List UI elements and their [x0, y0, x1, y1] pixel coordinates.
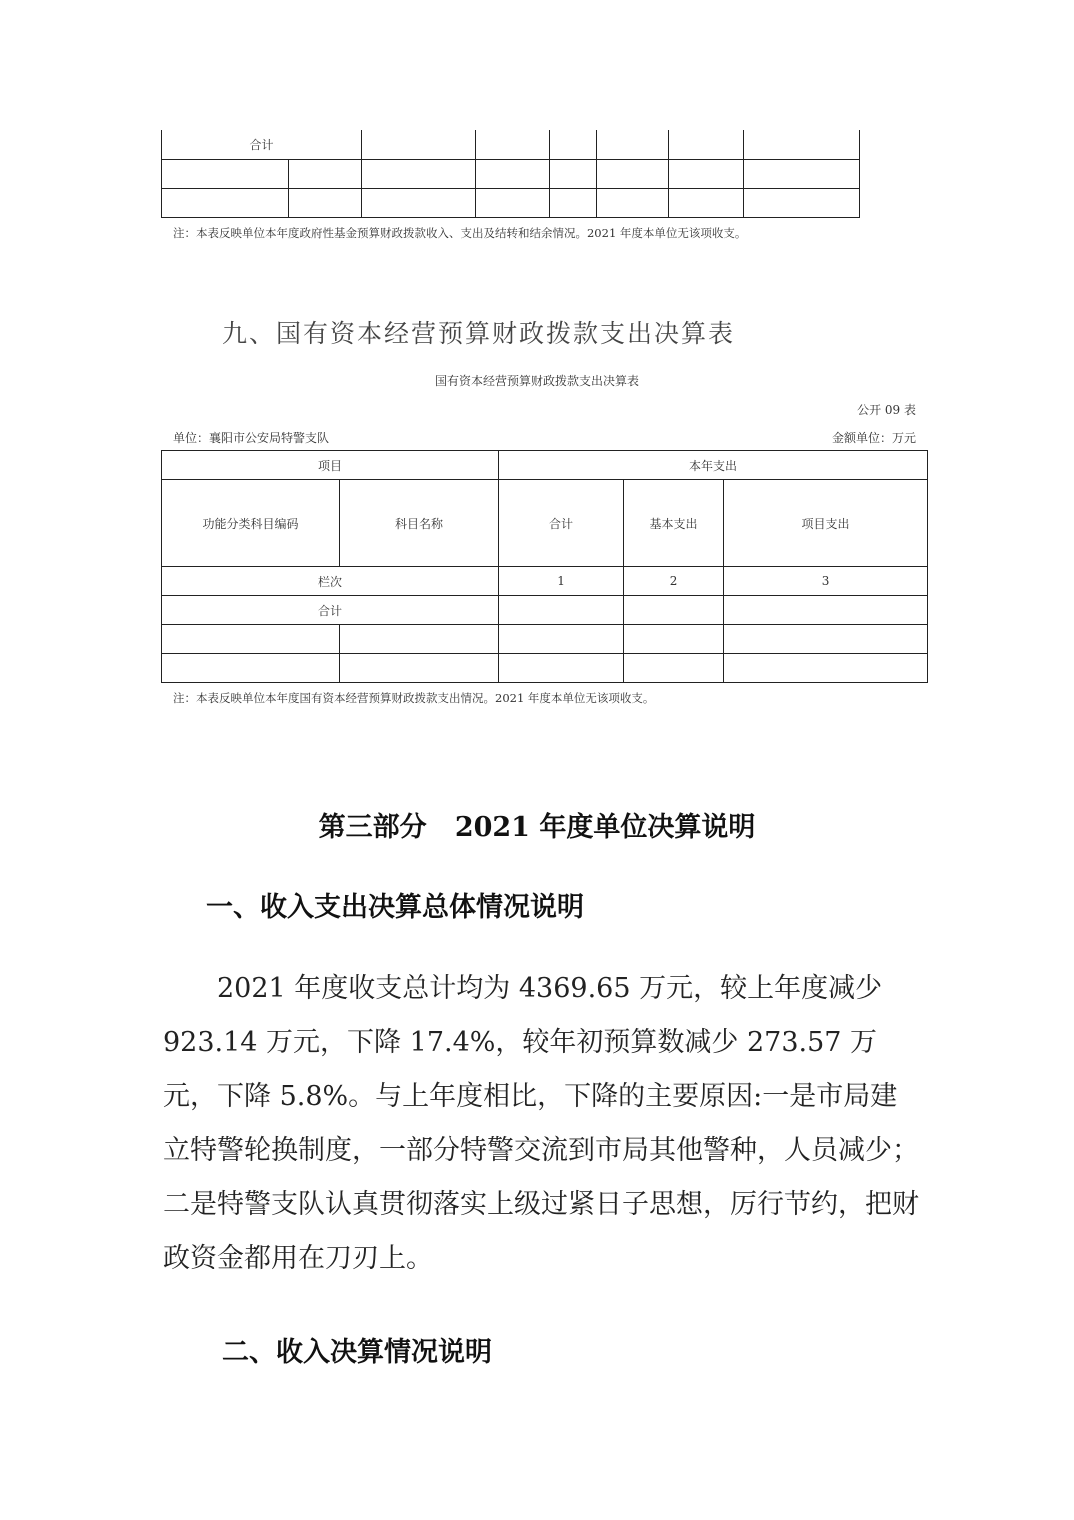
table-code: 公开 09 表 [857, 403, 916, 417]
col-total: 合计 [499, 480, 624, 567]
col-code: 功能分类科目编码 [162, 480, 340, 567]
heading-1: 一、收入支出决算总体情况说明 [206, 892, 584, 923]
col-name: 科目名称 [340, 480, 499, 567]
table-row [162, 159, 860, 188]
table-row [162, 567, 928, 596]
table-row [162, 130, 860, 159]
row-total-label: 合计 [162, 596, 499, 625]
table-header-row [162, 480, 928, 567]
table-row [162, 596, 928, 625]
table-row [162, 625, 928, 654]
table-header-row [162, 451, 928, 480]
col-basic: 基本支出 [624, 480, 724, 567]
header-item: 项目 [162, 451, 499, 480]
header-expense: 本年支出 [499, 451, 928, 480]
table9 [161, 450, 928, 683]
part-title: 第三部分 2021 年度单位决算说明 [318, 812, 756, 843]
paragraph: 2021 年度收支总计均为 4369.65 万元，较上年度减少 923.14 万元，下降 17.4%，较年初预算数减少 273.57 万元，下降 5.8%。与上年度相比，下降的主要原因:一是市局建立特警轮换制度，一部分特警交流到市局其他警种，人员减少；二是特警支队认真贯彻落实上级过紧日子思想，厉行节约，把财政资金都用在刀刃上。 [163, 973, 919, 1274]
table8-fragment [161, 130, 860, 218]
table-title: 国有资本经营预算财政拨款支出决算表 [434, 374, 639, 388]
heading-2: 二、收入决算情况说明 [222, 1337, 492, 1368]
table-row [162, 188, 860, 217]
table-row [162, 654, 928, 683]
row-index-label: 栏次 [162, 567, 499, 596]
table8-note: 注：本表反映单位本年度政府性基金预算财政拨款收入、支出及结转和结余情况。2021 年度本单位无该项收支。 [173, 226, 747, 240]
section-heading: 九、国有资本经营预算财政拨款支出决算表 [222, 319, 736, 348]
col-project: 项目支出 [724, 480, 928, 567]
index-cell: 3 [724, 567, 928, 596]
index-cell: 1 [499, 567, 624, 596]
index-cell: 2 [624, 567, 724, 596]
unit-label: 单位：襄阳市公安局特警支队 [173, 431, 330, 445]
table9-note: 注：本表反映单位本年度国有资本经营预算财政拨款支出情况。2021 年度本单位无该项收支。 [173, 691, 655, 705]
amount-unit-label: 金额单位：万元 [831, 431, 916, 445]
total-label: 合计 [162, 130, 362, 159]
